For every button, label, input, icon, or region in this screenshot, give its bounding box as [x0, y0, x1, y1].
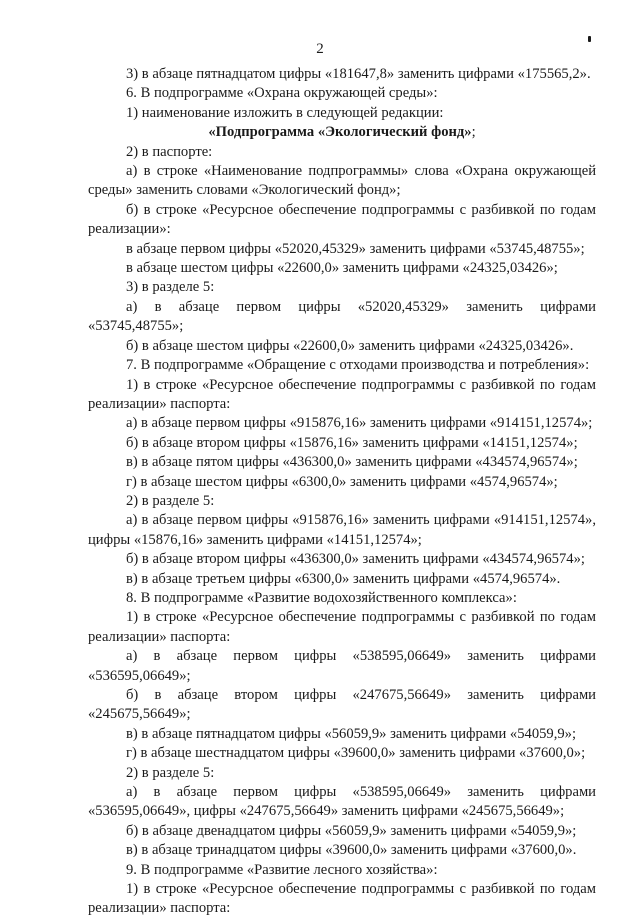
document-body [88, 65, 596, 919]
paragraph: 2) в разделе 5: [126, 764, 215, 781]
paragraph: в) в абзаце пятом цифры «436300,0» заменить цифрами «434574,96574»; [126, 454, 578, 471]
subprogram-title-bold: «Подпрограмма «Экологический фонд» [208, 124, 472, 141]
paragraph: в) в абзаце тринадцатом цифры «39600,0» заменить цифрами «37600,0». [126, 842, 577, 859]
paragraph: 1) наименование изложить в следующей редакции: [126, 104, 444, 121]
paragraph: г) в абзаце шестом цифры «6300,0» заменить цифрами «4574,96574»; [126, 473, 558, 490]
paragraph: 9. В подпрограмме «Развитие лесного хозяйства»: [126, 861, 438, 878]
paragraph: 3) в разделе 5: [126, 279, 215, 296]
paragraph: 8. В подпрограмме «Развитие водохозяйственного комплекса»: [126, 589, 517, 606]
paragraph: а) в абзаце первом цифры «915876,16» заменить цифрами «914151,12574»; [126, 415, 593, 432]
paragraph: 3) в абзаце пятнадцатом цифры «181647,8» заменить цифрами «175565,2». [126, 66, 591, 82]
paragraph: в абзаце первом цифры «52020,45329» заменить цифрами «53745,48755»; [126, 240, 585, 257]
paragraph: б) в абзаце двенадцатом цифры «56059,9» заменить цифрами «54059,9»; [126, 822, 577, 839]
paragraph: 7. В подпрограмме «Обращение с отходами производства и потребления»: [126, 357, 590, 374]
paragraph: 1) в строке «Ресурсное обеспечение подпрограммы с разбивкой по годам реализации» паспорта: [88, 881, 596, 917]
paragraph: 2) в паспорте: [126, 143, 213, 160]
paragraph: 2) в разделе 5: [126, 492, 215, 509]
paragraph: б) в абзаце втором цифры «15876,16» заменить цифрами «14151,12574»; [126, 434, 578, 451]
paragraph: б) в абзаце шестом цифры «22600,0» заменить цифрами «24325,03426». [126, 337, 574, 354]
paragraph: а) в абзаце первом цифры «52020,45329» заменить цифрами «53745,48755»; [88, 298, 596, 335]
paragraph: в абзаце шестом цифры «22600,0» заменить цифрами «24325,03426»; [126, 260, 558, 277]
paragraph: а) в абзаце первом цифры «538595,06649» заменить цифрами «536595,06649»; [88, 648, 596, 684]
paragraph: 6. В подпрограмме «Охрана окружающей среды»: [126, 85, 438, 102]
page-number: 2 [316, 41, 324, 57]
paragraph: б) в абзаце втором цифры «247675,56649» заменить цифрами «245675,56649»; [88, 687, 596, 723]
paragraph: 1) в строке «Ресурсное обеспечение подпрограммы с разбивкой по годам реализации» паспорта: [88, 376, 596, 412]
subprogram-title-tail: ; [471, 124, 476, 141]
paragraph: б) в строке «Ресурсное обеспечение подпрограммы с разбивкой по годам реализации»: [88, 201, 596, 238]
scan-mark [588, 36, 591, 42]
paragraph: а) в абзаце первом цифры «915876,16» заменить цифрами «914151,12574», цифры «15876,16» заменить цифрами «14151,12574»; [88, 512, 596, 548]
paragraph: 1) в строке «Ресурсное обеспечение подпрограммы с разбивкой по годам реализации» паспорта: [88, 609, 596, 645]
paragraph: а) в строке «Наименование подпрограммы» слова «Охрана окружающей среды» заменить словами «Экологический фонд»; [88, 163, 596, 199]
paragraph: г) в абзаце шестнадцатом цифры «39600,0» заменить цифрами «37600,0»; [126, 745, 586, 762]
paragraph: б) в абзаце втором цифры «436300,0» заменить цифрами «434574,96574»; [126, 551, 585, 568]
paragraph: а) в абзаце первом цифры «538595,06649» заменить цифрами «536595,06649», цифры «247675,56649» заменить цифрами «245675,56649»; [88, 784, 596, 820]
subprogram-title [88, 123, 596, 142]
paragraph: в) в абзаце пятнадцатом цифры «56059,9» заменить цифрами «54059,9»; [126, 725, 577, 742]
paragraph: в) в абзаце третьем цифры «6300,0» заменить цифрами «4574,96574». [126, 570, 561, 587]
